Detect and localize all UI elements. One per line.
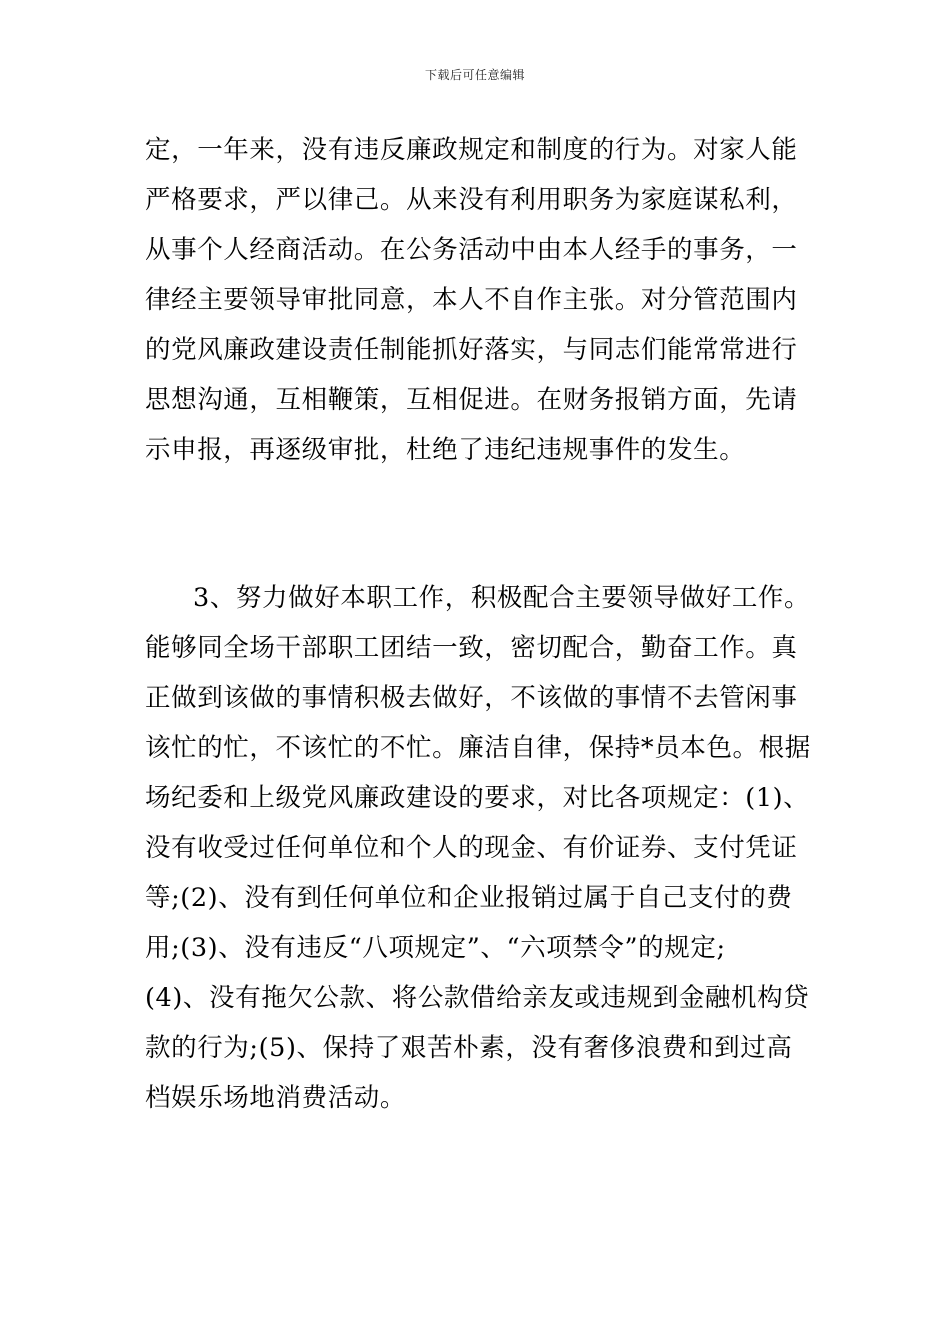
text-line: 正做到该做的事情积极去做好，不该做的事情不去管闲事 xyxy=(145,683,798,713)
text-line: 没有收受过任何单位和个人的现金、有价证券、支付凭证 xyxy=(145,833,798,863)
text-line: 示申报，再逐级审批，杜绝了违纪违规事件的发生。 xyxy=(145,435,746,465)
text-line: 的党风廉政建设责任制能抓好落实，与同志们能常常进行 xyxy=(145,335,798,365)
text-line: 3、努力做好本职工作，积极配合主要领导做好工作。 xyxy=(193,583,811,613)
text-line: 严格要求，严以律己。从来没有利用职务为家庭谋私利， xyxy=(145,185,798,215)
text-line: (4)、没有拖欠公款、将公款借给亲友或违规到金融机构贷 xyxy=(145,983,810,1013)
text-line: 思想沟通，互相鞭策，互相促进。在财务报销方面，先请 xyxy=(145,385,798,415)
text-line: 定，一年来，没有违反廉政规定和制度的行为。对家人能 xyxy=(145,135,798,165)
text-line: 款的行为;(5)、保持了艰苦朴素，没有奢侈浪费和到过高 xyxy=(145,1033,793,1063)
text-line: 档娱乐场地消费活动。 xyxy=(145,1083,407,1113)
text-line: 等;(2)、没有到任何单位和企业报销过属于自己支付的费 xyxy=(145,883,793,913)
header-note: 下载后可任意编辑 xyxy=(424,68,525,82)
text-line: 律经主要领导审批同意，本人不自作主张。对分管范围内 xyxy=(145,285,798,315)
text-line: 该忙的忙，不该忙的不忙。廉洁自律，保持*员本色。根据 xyxy=(145,733,811,763)
text-line: 从事个人经商活动。在公务活动中由本人经手的事务，一 xyxy=(145,235,798,265)
text-line: 用;(3)、没有违反“八项规定”、“六项禁令”的规定; xyxy=(145,933,726,963)
text-line: 能够同全场干部职工团结一致，密切配合，勤奋工作。真 xyxy=(145,633,798,663)
text-line: 场纪委和上级党风廉政建设的要求，对比各项规定：(1)、 xyxy=(145,783,810,813)
